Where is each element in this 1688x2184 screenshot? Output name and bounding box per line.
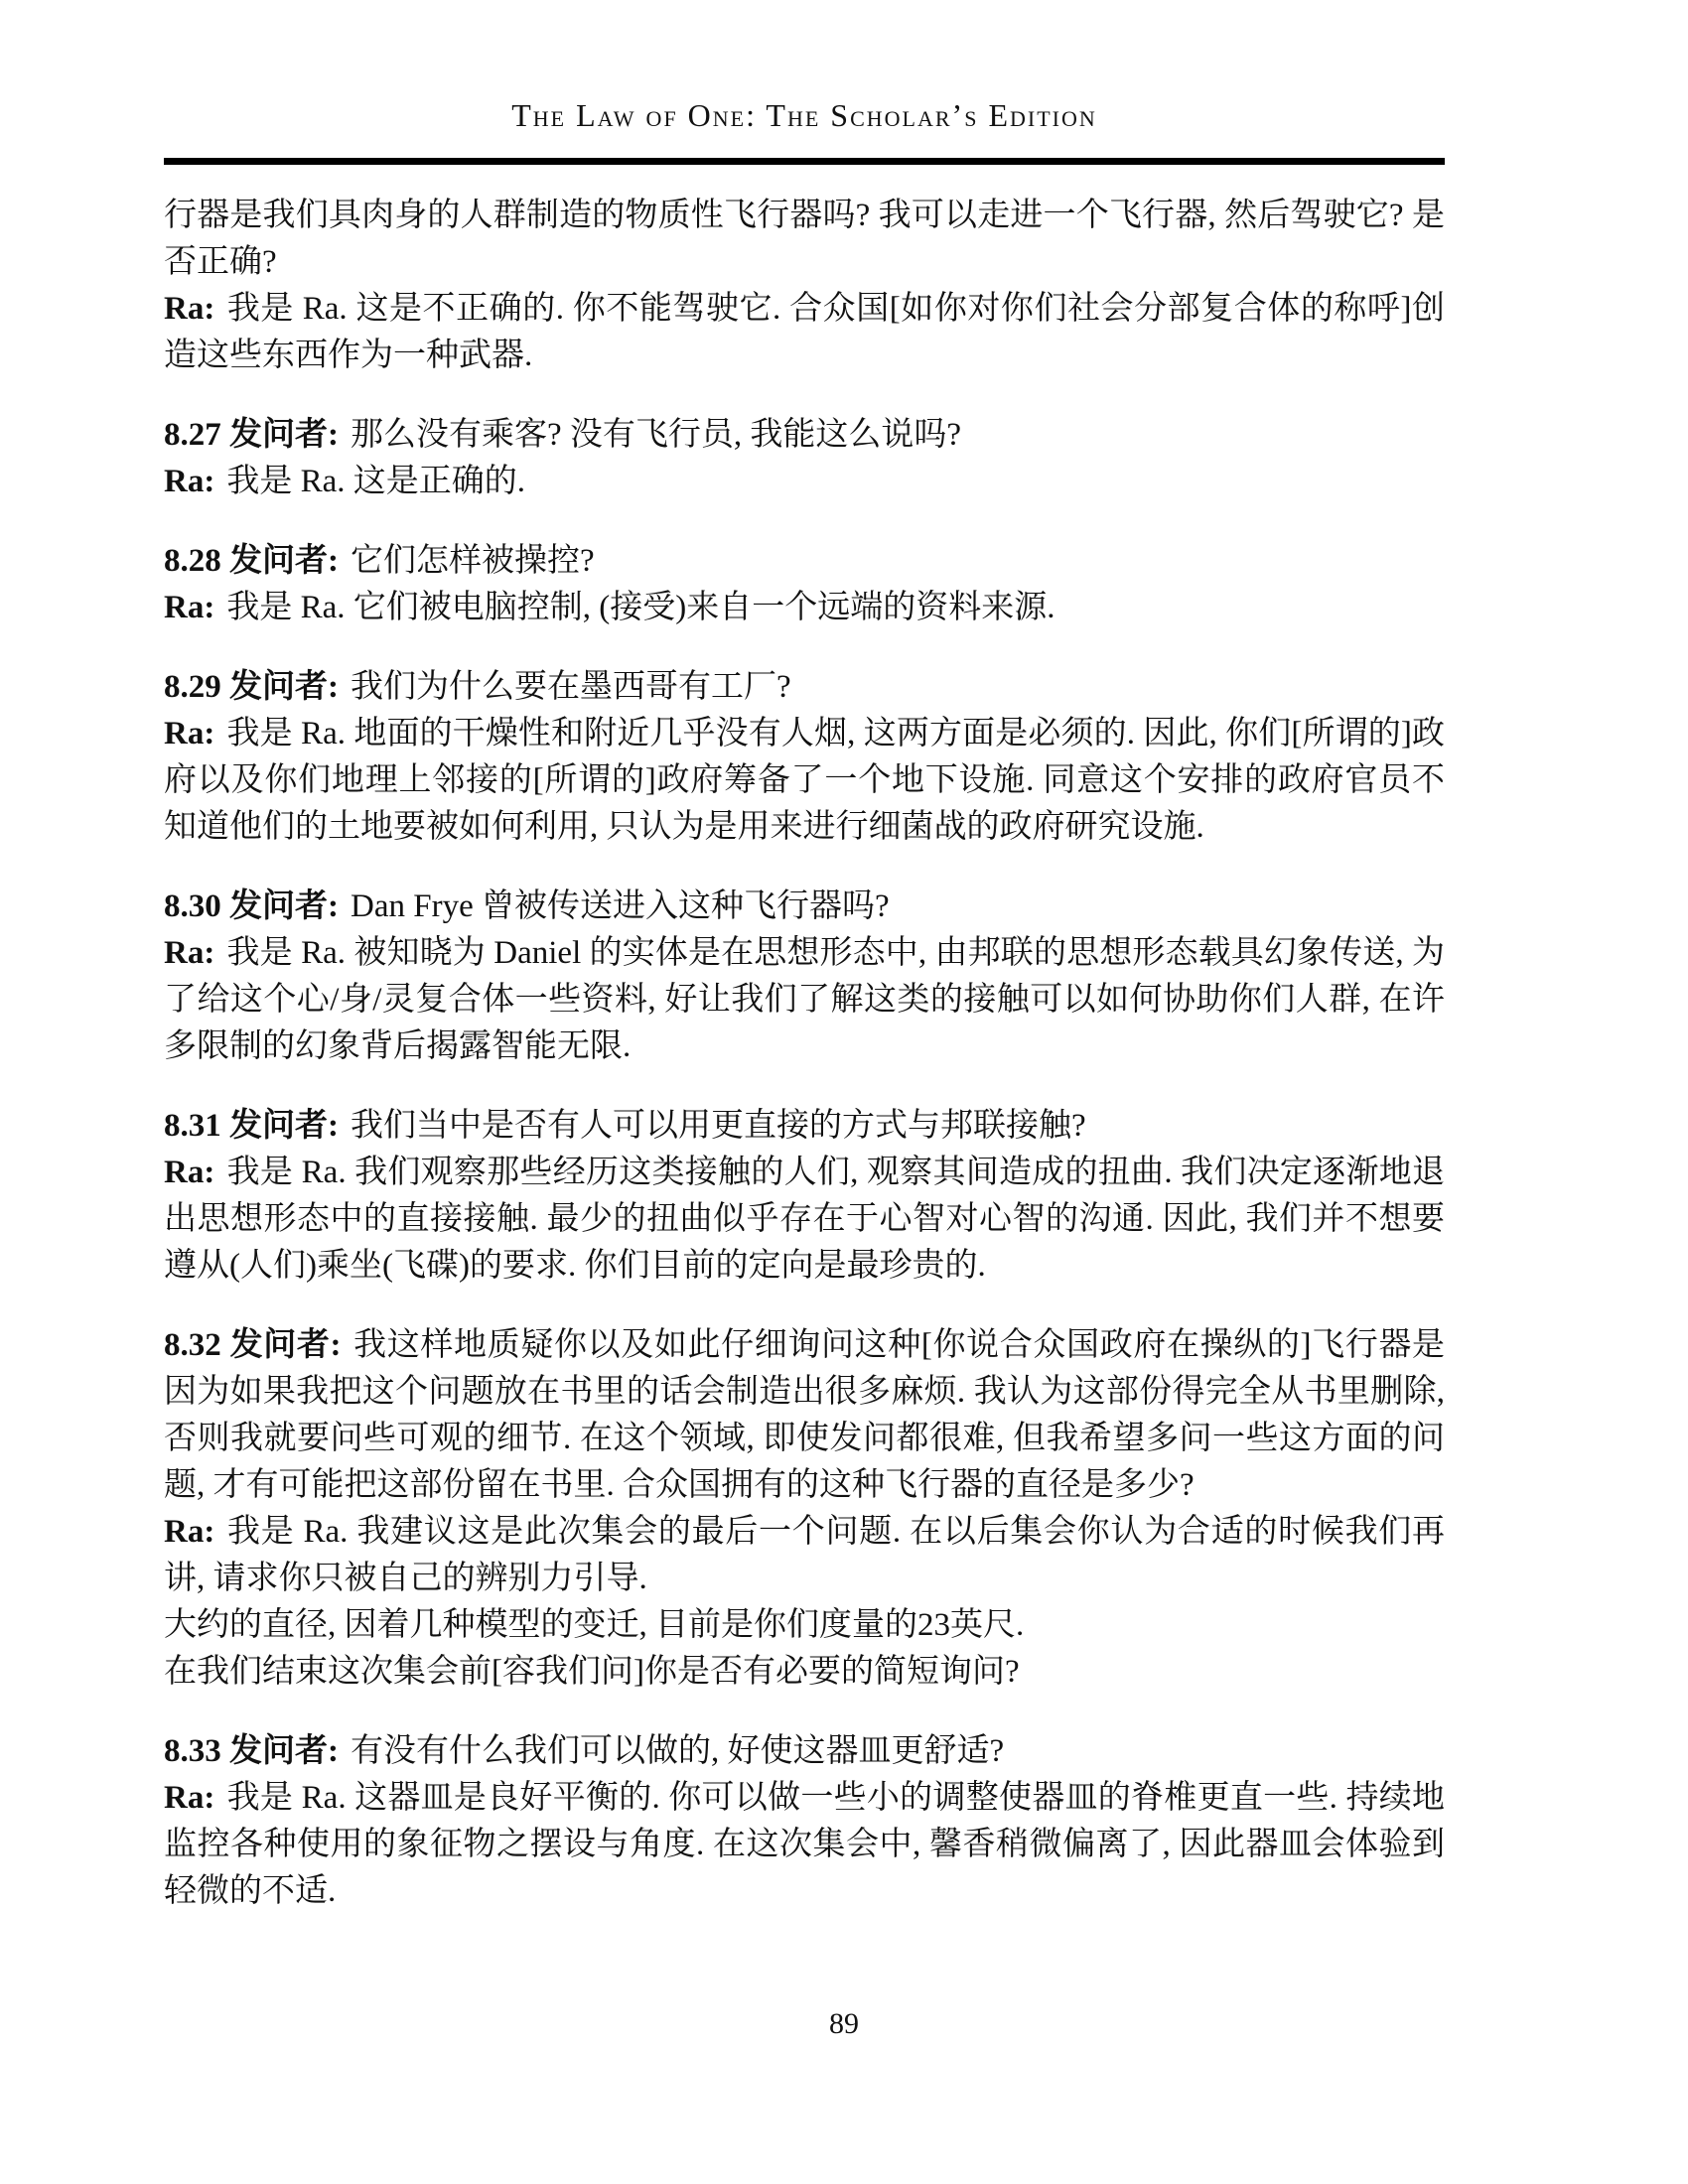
question-label: 8.27 发问者: [164, 417, 339, 453]
book-title: The Law of One: The Scholar’s Edition [511, 97, 1097, 133]
question-paragraph [164, 538, 1445, 585]
answer-paragraph [164, 585, 1445, 631]
answer-text: 我是 Ra. 这器皿是良好平衡的. 你可以做一些小的调整使器皿的脊椎更直一些. 持续地监控各种使用的象征物之摆设与角度. 在这次集会中, 馨香稍微偏离了, 因此器皿会体验到轻微的不适. [164, 1780, 1445, 1909]
content-column [164, 97, 1445, 1915]
ra-label: Ra: [164, 1155, 215, 1190]
ra-label: Ra: [164, 935, 215, 971]
section-8-33 [164, 1728, 1445, 1915]
answer-paragraph [164, 459, 1445, 505]
answer-text: 大约的直径, 因着几种模型的变迁, 目前是你们度量的23英尺. [164, 1607, 1025, 1643]
answer-text: 我是 Ra. 我们观察那些经历这类接触的人们, 观察其间造成的扭曲. 我们决定逐渐地退出思想形态中的直接接触. 最少的扭曲似乎存在于心智对心智的沟通. 因此, 我们并不想要遵从(人们)乘坐(飞碟)的要求. 你们目前的定向是最珍贵的. [164, 1155, 1445, 1284]
section-8-29 [164, 664, 1445, 851]
ra-label: Ra: [164, 1780, 215, 1816]
page-body [164, 193, 1445, 1915]
answer-paragraph [164, 930, 1445, 1070]
answer-text: 我是 Ra. 地面的干燥性和附近几乎没有人烟, 这两方面是必须的. 因此, 你们[所谓的]政府以及你们地理上邻接的[所谓的]政府筹备了一个地下设施. 同意这个安排的政府官员不知道他们的土地要被如何利用, 只认为是用来进行细菌战的政府研究设施. [164, 716, 1445, 845]
answer-text: 我是 Ra. 被知晓为 Daniel 的实体是在思想形态中, 由邦联的思想形态载具幻象传送, 为了给这个心/身/灵复合体一些资料, 好让我们了解这类的接触可以如何协助你们人群, 在许多限制的幻象背后揭露智能无限. [164, 935, 1445, 1064]
section-8-32 [164, 1322, 1445, 1696]
section-8-30 [164, 884, 1445, 1070]
question-paragraph [164, 1728, 1445, 1775]
answer-paragraph [164, 1150, 1445, 1290]
ra-label: Ra: [164, 291, 215, 327]
answer-text: 我是 Ra. 我建议这是此次集会的最后一个问题. 在以后集会你认为合适的时候我们再讲, 请求你只被自己的辨别力引导. [164, 1514, 1445, 1596]
question-paragraph [164, 412, 1445, 459]
answer-paragraph [164, 711, 1445, 851]
ra-label: Ra: [164, 716, 215, 751]
section-8-28 [164, 538, 1445, 631]
section-8-27 [164, 412, 1445, 505]
question-text: 它们怎样被操控? [351, 543, 595, 579]
question-text: 我这样地质疑你以及如此仔细询问这种[你说合众国政府在操纵的]飞行器是因为如果我把这个问题放在书里的话会制造出很多麻烦. 我认为这部份得完全从书里删除, 否则我就要问些可观的细节. 在这个领域, 即使发问都很难, 但我希望多问一些这方面的问题, 才有可能把这部份留在书里. 合众国拥有的这种飞行器的直径是多少? [164, 1327, 1445, 1503]
answer-paragraph [164, 1509, 1445, 1602]
section-8-31 [164, 1103, 1445, 1290]
answer-text: 我是 Ra. 这是不正确的. 你不能驾驶它. 合众国[如你对你们社会分部复合体的称呼]创造这些东西作为一种武器. [164, 291, 1445, 373]
answer-paragraph [164, 286, 1445, 379]
question-text: 我们为什么要在墨西哥有工厂? [351, 669, 791, 705]
answer-text: 在我们结束这次集会前[容我们问]你是否有必要的简短询问? [164, 1654, 1020, 1690]
question-paragraph [164, 884, 1445, 930]
ra-label: Ra: [164, 590, 215, 625]
section-intro-continuation [164, 193, 1445, 379]
paragraph-text: 行器是我们具肉身的人群制造的物质性飞行器吗? 我可以走进一个飞行器, 然后驾驶它? 是否正确? [164, 198, 1445, 280]
question-paragraph [164, 664, 1445, 711]
answer-paragraph-continued [164, 1649, 1445, 1696]
question-text: Dan Frye 曾被传送进入这种飞行器吗? [351, 888, 890, 924]
header-rule [164, 158, 1445, 165]
page-number: 89 [829, 2007, 859, 2040]
continuation-paragraph [164, 193, 1445, 286]
question-text: 我们当中是否有人可以用更直接的方式与邦联接触? [351, 1108, 1086, 1144]
question-label: 8.30 发问者: [164, 888, 339, 924]
question-label: 8.28 发问者: [164, 543, 339, 579]
answer-paragraph-continued [164, 1602, 1445, 1649]
question-label: 8.33 发问者: [164, 1733, 339, 1769]
ra-label: Ra: [164, 1514, 215, 1550]
answer-paragraph [164, 1775, 1445, 1915]
question-text: 那么没有乘客? 没有飞行员, 我能这么说吗? [351, 417, 962, 453]
answer-text: 我是 Ra. 它们被电脑控制, (接受)来自一个远端的资料来源. [226, 590, 1055, 625]
question-paragraph [164, 1322, 1445, 1509]
ra-label: Ra: [164, 464, 215, 499]
question-paragraph [164, 1103, 1445, 1150]
answer-text: 我是 Ra. 这是正确的. [226, 464, 525, 499]
question-text: 有没有什么我们可以做的, 好使这器皿更舒适? [351, 1733, 1005, 1769]
question-label: 8.32 发问者: [164, 1327, 342, 1363]
question-label: 8.29 发问者: [164, 669, 339, 705]
question-label: 8.31 发问者: [164, 1108, 339, 1144]
